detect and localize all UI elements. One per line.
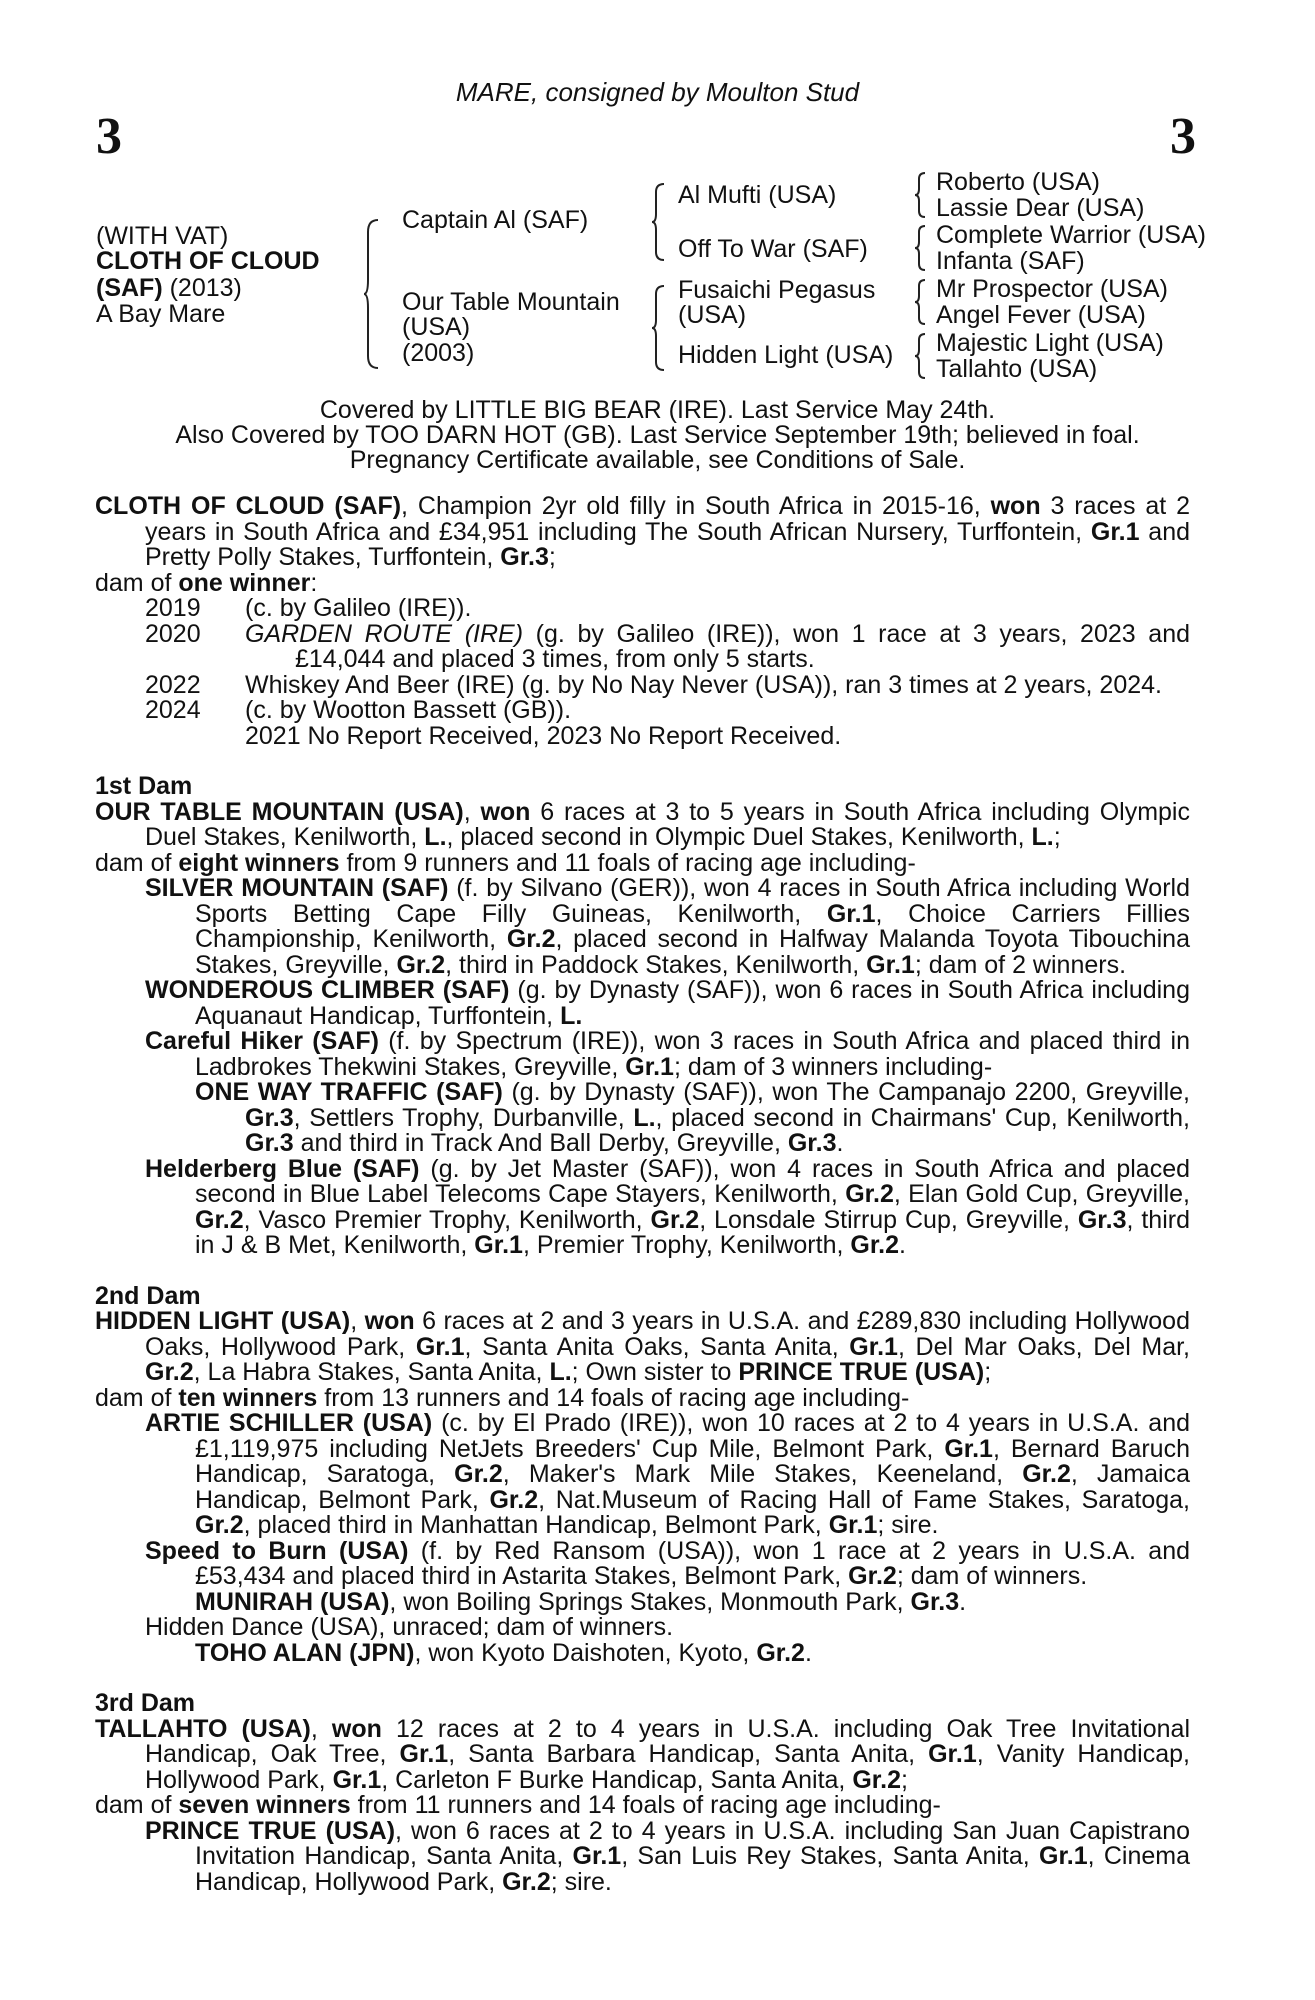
mare-year: (2013)	[162, 274, 242, 302]
text-fragment: ; dam of winners.	[896, 1562, 1088, 1590]
pedigree-brace-g2	[913, 224, 929, 272]
progeny-entry	[145, 1816, 1191, 1896]
covering-line-2: Also Covered by TOO DARN HOT (GB). Last Service September 19th; believed in foal.	[175, 421, 1140, 449]
dam-sire-line1: Fusaichi Pegasus	[678, 276, 876, 304]
grade-badge: Gr.1	[849, 1332, 898, 1361]
mare-summary	[95, 494, 1190, 571]
text-fragment: dam of	[95, 1791, 179, 1819]
text-fragment: , San Luis Rey Stakes, Santa Anita,	[621, 1842, 1039, 1870]
grand-progeny-entry	[195, 1638, 1190, 1667]
grade-badge: Gr.2	[756, 1638, 805, 1667]
progeny-name: TOHO ALAN (JPN)	[195, 1638, 415, 1667]
text-fragment: 3 races at 2 years in South Africa and £34,951 including The South African Nursery, Turffontein,	[145, 492, 1190, 546]
grandsire-1: Roberto (USA)	[936, 168, 1100, 196]
grade-badge: Gr.2	[195, 1205, 244, 1234]
text-fragment: , Carleton F Burke Handicap, Santa Anita,	[381, 1765, 853, 1794]
text-fragment: :	[310, 568, 318, 597]
vat-note: (WITH VAT)	[96, 222, 229, 250]
progeny-entry	[145, 978, 1190, 1029]
grade-badge: Gr.1	[866, 950, 915, 979]
text-fragment: , Choice Carriers Fillies Championship, Kenilworth,	[195, 899, 1190, 953]
progeny-entry	[145, 1029, 1190, 1080]
produce-year: 2022	[145, 670, 201, 699]
winners-count: eight winners	[178, 848, 340, 877]
text-fragment: 12 races at 2 to 4 years in U.S.A. including Oak Tree Invitational Handicap, Oak Tree,	[145, 1714, 1191, 1768]
text-fragment: , placed second in Halfway Malanda Toyota Tibouchina Stakes, Greyville,	[195, 925, 1190, 979]
grade-badge: Gr.2	[848, 1562, 897, 1590]
text-fragment: (g. by Dynasty (SAF)), won The Campanajo 2200, Greyville,	[502, 1078, 1190, 1106]
grade-badge: Gr.2	[650, 1205, 700, 1234]
text-fragment: (g. by Galileo (IRE)), won 1 race at 3 years, 2023 and £14,044 and placed 3 times, from only 5 starts.	[295, 619, 1190, 673]
text-fragment: , Champion 2yr old filly in South Africa in 2015-16,	[401, 492, 991, 520]
text-fragment: , Cinema Handicap, Hollywood Park,	[195, 1842, 1191, 1896]
first-dam-heading: 1st Dam	[95, 772, 193, 800]
won-label: won	[364, 1307, 415, 1335]
dam-line1: Our Table Mountain	[402, 288, 620, 316]
text-fragment: from 11 runners and 14 foals of racing age including-	[350, 1791, 941, 1819]
mare-description: A Bay Mare	[96, 300, 226, 328]
pedigree-brace-g1	[913, 171, 929, 219]
text-fragment: (c. by El Prado (IRE)), won 10 races at 2 to 4 years in U.S.A. and £1,119,975 including NetJets Breeders' Cup Mile, Belmont Park,	[195, 1409, 1190, 1463]
dam-sire-line2: (USA)	[678, 301, 747, 329]
grade-badge: Gr.1	[572, 1842, 622, 1870]
dam-line2: (USA)	[402, 313, 471, 341]
progeny-name: SILVER MOUNTAIN (SAF)	[145, 874, 449, 902]
grade-badge: Gr.2	[506, 925, 556, 953]
lot-number-right: 3	[1170, 108, 1196, 165]
dam-name: TALLAHTO (USA)	[95, 1714, 311, 1743]
produce-row	[95, 698, 1190, 724]
grade-badge: Gr.1	[415, 1332, 465, 1361]
text-fragment: , won 6 races at 2 to 4 years in U.S.A. including San Juan Capistrano Invitation Handicap, Santa Anita,	[195, 1816, 1191, 1870]
grade-badge: Gr.2	[852, 1765, 901, 1794]
granddam-2: Infanta (SAF)	[936, 247, 1085, 275]
text-fragment: , Santa Anita Oaks, Santa Anita,	[464, 1332, 850, 1361]
grade-badge: Gr.2	[145, 1358, 194, 1386]
text-fragment: , placed third in Manhattan Handicap, Belmont Park,	[243, 1511, 829, 1539]
grade-badge: Gr.1	[332, 1765, 382, 1794]
text-fragment: ; Own sister to	[571, 1358, 739, 1386]
dam-of-line	[95, 568, 1190, 597]
produce-row	[95, 619, 1190, 673]
progeny-name: MUNIRAH (USA)	[195, 1587, 390, 1616]
mare-country: (SAF)	[96, 274, 163, 302]
text-fragment: from 13 runners and 14 foals of racing age including-	[317, 1383, 910, 1412]
text-fragment: , Nat.Museum of Racing Hall of Fame Stakes, Saratoga,	[538, 1485, 1190, 1514]
catalogue-body	[95, 494, 1190, 1895]
grade-badge: Gr.2	[454, 1460, 503, 1488]
pedigree-brace-g3	[913, 278, 929, 326]
text-fragment: ; sire.	[877, 1511, 939, 1539]
grade-badge: Gr.1	[1090, 517, 1140, 546]
first-dam-summary: OUR TABLE MOUNTAIN (USA), won 6 races at 3 to 5 years in South Africa including Olympic Duel Stakes, Kenilworth, L., placed second in Olympic Duel Stakes, Kenilworth, L.;	[95, 797, 1190, 851]
grandsire-2: Complete Warrior (USA)	[936, 221, 1206, 249]
text-fragment: ; dam of 3 winners including-	[673, 1052, 993, 1081]
grade-badge: Gr.2	[195, 1511, 244, 1539]
progeny-name: ARTIE SCHILLER (USA)	[145, 1409, 433, 1437]
grade-badge: Gr.1	[944, 1434, 993, 1463]
text-fragment: dam of	[95, 1383, 179, 1412]
produce-text: (c. by Wootton Bassett (GB)).	[245, 696, 572, 724]
text-fragment: .	[959, 1587, 967, 1616]
text-fragment: , Lonsdale Stirrup Cup, Greyville,	[699, 1205, 1078, 1234]
produce-row	[95, 721, 1190, 750]
text-fragment: , Premier Trophy, Kenilworth,	[522, 1231, 851, 1259]
progeny-entry: Hidden Dance (USA), unraced; dam of winners.	[145, 1613, 674, 1641]
mare-origin	[96, 276, 242, 302]
progeny-name: Helderberg Blue (SAF)	[145, 1154, 420, 1183]
text-fragment: ; dam of 2 winners.	[914, 950, 1127, 979]
grandsire-3: Mr Prospector (USA)	[936, 275, 1168, 303]
grade-badge: Gr.1	[928, 1740, 977, 1768]
text-fragment: , won Kyoto Daishoten, Kyoto,	[414, 1638, 757, 1667]
progeny-entry	[145, 1536, 1191, 1590]
won-label: won	[331, 1714, 382, 1743]
text-fragment: , Elan Gold Cup, Greyville,	[893, 1180, 1190, 1208]
grade-badge: Gr.2	[396, 950, 446, 979]
granddam-4: Tallahto (USA)	[936, 355, 1098, 383]
sire-dam: Off To War (SAF)	[678, 235, 868, 263]
pedigree-brace-main	[362, 218, 388, 370]
text-fragment: , third in Paddock Stakes, Kenilworth,	[445, 950, 867, 979]
grandsire-4: Majestic Light (USA)	[936, 329, 1164, 357]
grade-badge: Gr.3	[500, 543, 549, 571]
grade-badge: Gr.3	[245, 1129, 294, 1157]
won-label: won	[480, 797, 531, 826]
produce-text: Whiskey And Beer (IRE) (g. by No Nay Never (USA)), ran 3 times at 2 years, 2024.	[245, 670, 1162, 699]
pedigree-brace-sire	[650, 182, 670, 262]
progeny-name: Speed to Burn (USA)	[145, 1536, 409, 1565]
grade-badge: Gr.1	[474, 1231, 523, 1259]
text-fragment: .	[899, 1231, 906, 1259]
produce-year: 2024	[145, 696, 201, 724]
text-fragment: , Vasco Premier Trophy, Kenilworth,	[243, 1205, 651, 1234]
text-fragment: , Santa Barbara Handicap, Santa Anita,	[448, 1740, 929, 1768]
second-dam-heading: 2nd Dam	[95, 1281, 201, 1310]
lot-number-left: 3	[96, 108, 122, 165]
grade-badge: L.	[633, 1103, 656, 1132]
pedigree-brace-dam	[650, 284, 670, 372]
text-fragment: , Del Mar Oaks, Del Mar,	[897, 1332, 1190, 1361]
progeny-name: Careful Hiker (SAF)	[145, 1027, 379, 1055]
covering-line-3: Pregnancy Certificate available, see Conditions of Sale.	[349, 446, 966, 474]
covering-line-1: Covered by LITTLE BIG BEAR (IRE). Last Service May 24th.	[319, 396, 996, 424]
text-fragment: 6 races at 2 and 3 years in U.S.A. and £289,830 including Hollywood Oaks, Hollywood Park,	[145, 1307, 1190, 1361]
granddam-1: Lassie Dear (USA)	[936, 194, 1145, 222]
grade-badge: L.	[560, 1001, 583, 1030]
sister-name: PRINCE TRUE (USA)	[738, 1358, 985, 1386]
no-report-note: 2021 No Report Received, 2023 No Report Received.	[245, 721, 842, 750]
text-fragment: , Settlers Trophy, Durbanville,	[293, 1103, 634, 1132]
dam-of-line	[95, 1383, 1190, 1412]
produce-year: 2019	[145, 594, 201, 622]
second-dam-summary: HIDDEN LIGHT (USA), won 6 races at 2 and 3 years in U.S.A. and £289,830 including Hollywood Oaks, Hollywood Park, Gr.1, Santa Anita Oaks, Santa Anita, Gr.1, Del Mar Oaks, Del Mar, Gr.2, La Habra Stakes, Santa Anita, L.; Own sister to PRINCE TRUE (USA);	[95, 1307, 1190, 1386]
grade-badge: Gr.1	[625, 1052, 674, 1081]
text-fragment: ;	[900, 1765, 908, 1794]
text-fragment: (f. by Spectrum (IRE)), won 3 races in South Africa and placed third in Ladbrokes Thekwini Stakes, Greyville,	[195, 1027, 1190, 1081]
text-fragment: , Maker's Mark Mile Stakes, Keeneland,	[502, 1460, 1023, 1488]
mare-name-text: CLOTH OF CLOUD	[96, 247, 320, 275]
mare-name	[96, 249, 320, 275]
grade-badge: Gr.2	[502, 1867, 551, 1896]
text-fragment: , won Boiling Springs Stakes, Monmouth Park,	[389, 1587, 911, 1616]
dam-of-line	[95, 1793, 1190, 1819]
produce-text	[245, 619, 1190, 673]
grand-progeny-entry	[195, 1080, 1190, 1157]
grade-badge: Gr.1	[1039, 1842, 1088, 1870]
produce-year	[95, 724, 245, 750]
grade-badge: L.	[549, 1358, 572, 1386]
grade-badge: Gr.1	[826, 899, 876, 928]
grade-badge: Gr.3	[910, 1587, 960, 1616]
text-fragment: ; sire.	[550, 1867, 612, 1896]
grade-badge: L.	[1031, 823, 1054, 851]
sire: Captain Al (SAF)	[402, 206, 589, 234]
grade-badge: Gr.2	[489, 1485, 539, 1514]
text-fragment: , third in J & B Met, Kenilworth,	[195, 1205, 1190, 1259]
winners-count: ten winners	[178, 1383, 318, 1412]
dam-dam: Hidden Light (USA)	[678, 341, 894, 369]
grade-badge: Gr.3	[787, 1129, 837, 1157]
text-fragment: (g. by Dynasty (SAF)), won 6 races in South Africa including Aquanaut Handicap, Turffontein,	[195, 976, 1190, 1030]
produce-text: (c. by Galileo (IRE)).	[245, 594, 472, 622]
sire-sire: Al Mufti (USA)	[678, 181, 837, 209]
grade-badge: Gr.3	[1077, 1205, 1127, 1234]
text-fragment: and third in Track And Ball Derby, Greyville,	[293, 1129, 788, 1157]
grand-progeny-entry	[195, 1587, 1190, 1616]
won-label: won	[990, 492, 1041, 520]
text-fragment: , Vanity Handicap, Hollywood Park,	[145, 1740, 1190, 1794]
granddam-3: Angel Fever (USA)	[936, 301, 1146, 329]
dam-line3: (2003)	[402, 339, 475, 367]
text-fragment: , Jamaica Handicap, Belmont Park,	[195, 1460, 1190, 1514]
produce-row	[95, 670, 1190, 699]
dam-name: OUR TABLE MOUNTAIN (USA)	[95, 797, 464, 826]
grade-badge: Gr.1	[828, 1511, 878, 1539]
progeny-name: ONE WAY TRAFFIC (SAF)	[195, 1078, 503, 1106]
progeny-entry	[145, 1154, 1191, 1259]
text-fragment: .	[836, 1129, 844, 1157]
grade-badge: Gr.1	[399, 1740, 449, 1768]
progeny-name: WONDEROUS CLIMBER (SAF)	[145, 976, 510, 1004]
grade-badge: Gr.2	[1022, 1460, 1071, 1488]
text-fragment: (f. by Silvano (GER)), won 4 races in South Africa including World Sports Betting Cape Filly Guineas, Kenilworth,	[195, 874, 1190, 928]
text-fragment: (g. by Jet Master (SAF)), won 4 races in South Africa and placed second in Blue Label Telecoms Cape Stayers, Kenilworth,	[195, 1154, 1191, 1208]
text-fragment: , Bernard Baruch Handicap, Saratoga,	[195, 1434, 1190, 1488]
progeny-entry	[145, 1411, 1190, 1539]
produce-name: GARDEN ROUTE (IRE)	[245, 619, 524, 648]
produce-year: 2020	[145, 619, 201, 648]
progeny-name: PRINCE TRUE (USA)	[145, 1816, 396, 1845]
grade-badge: L.	[424, 823, 447, 851]
mare-summary-name: CLOTH OF CLOUD (SAF)	[95, 492, 402, 520]
grade-badge: Gr.2	[850, 1231, 900, 1259]
grade-badge: Gr.3	[245, 1103, 294, 1132]
text-fragment: , La Habra Stakes, Santa Anita,	[193, 1358, 550, 1386]
text-fragment: (f. by Red Ransom (USA)), won 1 race at 2 years in U.S.A. and £53,434 and placed third in Astarita Stakes, Belmont Park,	[195, 1536, 1191, 1590]
produce-row	[95, 596, 1190, 622]
third-dam-heading: 3rd Dam	[95, 1689, 196, 1717]
text-fragment: from 9 runners and 11 foals of racing age including-	[339, 848, 916, 877]
text-fragment: dam of	[95, 848, 179, 877]
text-fragment: ;	[984, 1358, 992, 1386]
winners-count: seven winners	[178, 1791, 351, 1819]
text-fragment: ;	[1053, 823, 1061, 851]
text-fragment: , placed second in Olympic Duel Stakes, Kenilworth,	[446, 823, 1032, 851]
text-fragment: 6 races at 3 to 5 years in South Africa including Olympic Duel Stakes, Kenilworth,	[145, 797, 1190, 851]
progeny-entry	[145, 876, 1190, 978]
text-fragment: , placed second in Chairmans' Cup, Kenilworth,	[655, 1103, 1190, 1132]
dam-name: HIDDEN LIGHT (USA)	[95, 1307, 351, 1335]
text-fragment: dam of	[95, 568, 179, 597]
dam-of-line	[95, 848, 1190, 877]
text-fragment: .	[804, 1638, 812, 1667]
winners-count: one winner	[178, 568, 311, 597]
text-fragment: ;	[548, 543, 556, 571]
grade-badge: Gr.2	[845, 1180, 894, 1208]
consignment-title: MARE, consigned by Moulton Stud	[455, 77, 860, 107]
third-dam-summary: TALLAHTO (USA), won 12 races at 2 to 4 years in U.S.A. including Oak Tree Invitational Handicap, Oak Tree, Gr.1, Santa Barbara Handicap, Santa Anita, Gr.1, Vanity Handicap, Hollywood Park, Gr.1, Carleton F Burke Handicap, Santa Anita, Gr.2;	[95, 1714, 1191, 1794]
pedigree-brace-g4	[913, 332, 929, 380]
text-fragment: and Pretty Polly Stakes, Turffontein,	[145, 517, 1190, 571]
